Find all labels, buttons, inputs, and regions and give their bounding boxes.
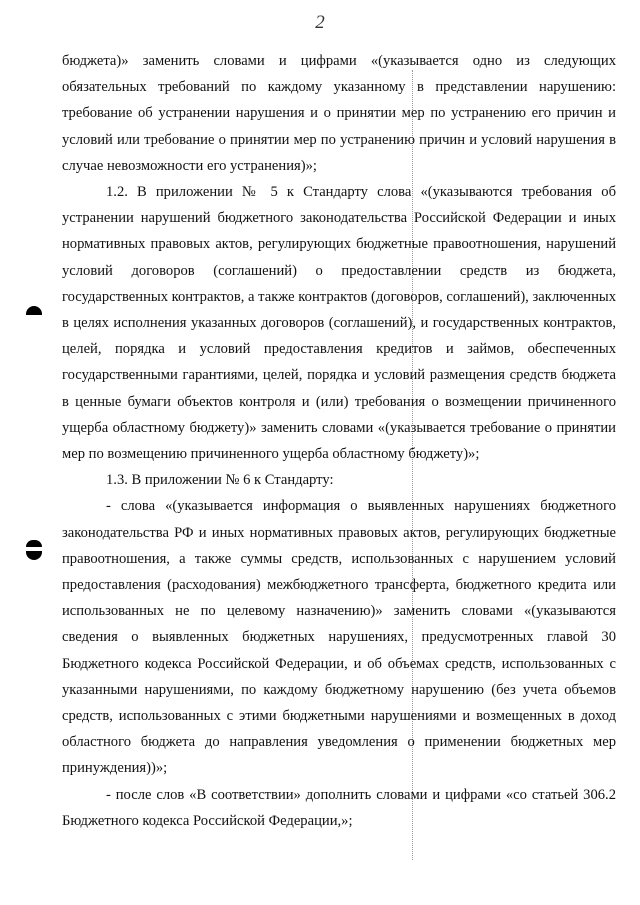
page-number: 2	[315, 12, 325, 33]
punch-hole-mark	[26, 540, 42, 547]
punch-hole-mark	[26, 306, 42, 315]
paragraph: бюджета)» заменить словами и цифрами «(указывается одно из следующих обязательных требований по каждому указанному в представлении нарушению: требование об устранении нарушения и о принятии мер по устранению его причин и условий или требование о принятии мер по устранению причин и условий нарушения в случае невозможности его устранения)»;	[62, 53, 616, 174]
paragraph: 1.2. В приложении № 5 к Стандарту слова «(указываются требования об устранении нарушений бюджетного законодательства Российской Федерации и иных нормативных правовых актов, регулирующих бюджетные правоотношения, нарушений условий договоров (соглашений) о предоставлении средств из бюджета, государственных контрактов, а также контрактов (договоров, соглашений), заключенных в целях исполнения указанных договоров (соглашений), и государственных контрактов, целей, порядка и условий предоставления кредитов и займов, обеспеченных государственными гарантиями, целей, порядка и условий размещения средств бюджета в ценные бумаги объектов контроля и (или) требования о возмещении причиненного ущерба областному бюджету)» заменить словами «(указывается требование о принятии мер по возмещению причиненного ущерба областному бюджету)»;	[62, 184, 616, 463]
punch-hole-mark	[26, 551, 42, 560]
paragraph: 1.3. В приложении № 6 к Стандарту:	[106, 472, 334, 489]
paragraph: - слова «(указывается информация о выявленных нарушениях бюджетного законодательства РФ и иных нормативных правовых актов, регулирующих бюджетные правоотношения, а также суммы средств, использованных с нарушением условий предоставления (расходования) межбюджетного трансферта, бюджетного кредита или использованных не по целевому назначению)» заменить словами «(указываются сведения о выявленных бюджетных нарушениях, предусмотренных главой 30 Бюджетного кодекса Российской Федерации, и об объемах средств, использованных с указанными нарушениями, по каждому бюджетному нарушению (без учета объемов средств, использованных с этими бюджетными нарушениями и возмещенных в доход областного бюджета до направления уведомления о применении бюджетных мер принуждения))»;	[62, 498, 616, 777]
document-body	[62, 48, 616, 834]
paragraph: - после слов «В соответствии» дополнить словами и цифрами «со статьей 306.2 Бюджетного кодекса Российской Федерации,»;	[62, 786, 616, 829]
